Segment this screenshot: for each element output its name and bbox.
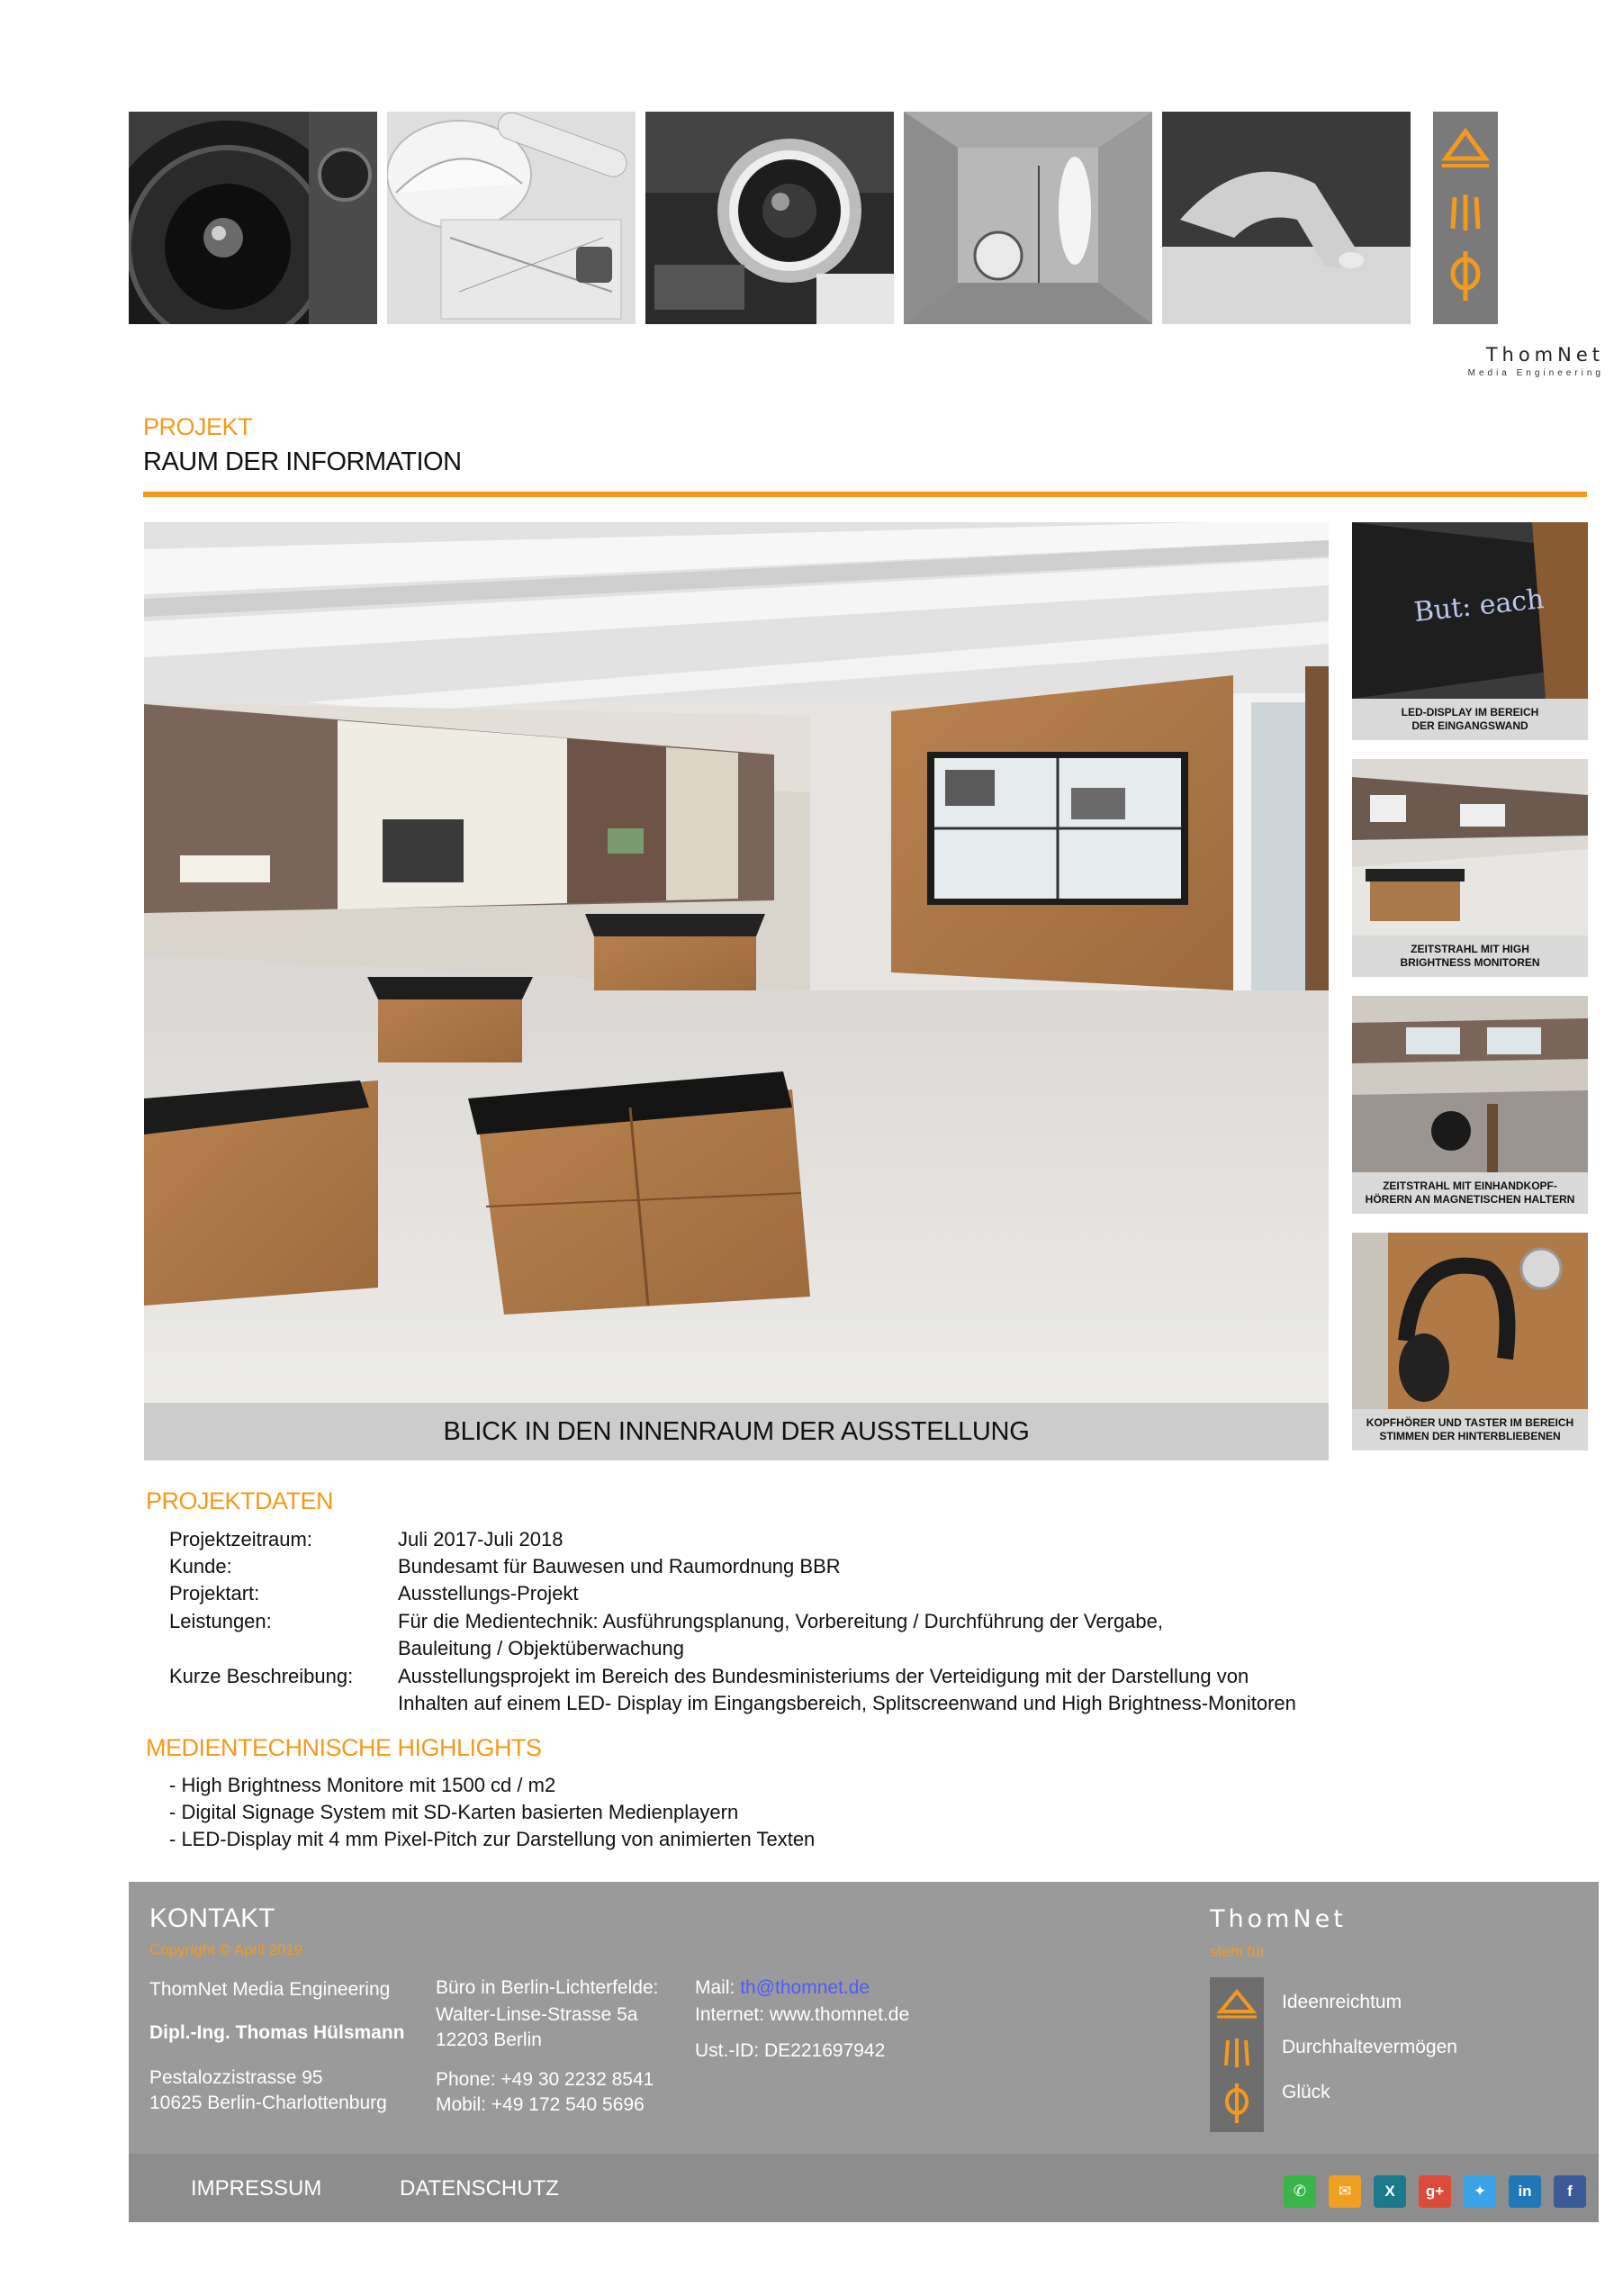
whatsapp-icon[interactable]: ✆ bbox=[1284, 2175, 1316, 2208]
thomnet-logo-tile bbox=[1433, 112, 1498, 324]
side-caption-line: KOPFHÖRER UND TASTER IM BEREICH bbox=[1366, 1416, 1574, 1429]
office-label: Büro in Berlin-Lichterfelde: bbox=[436, 1977, 659, 1998]
side-caption-line: HÖRERN AN MAGNETISCHEN HALTERN bbox=[1365, 1193, 1575, 1206]
headphone-holders-photo bbox=[1352, 996, 1588, 1172]
project-title: RAUM DER INFORMATION bbox=[143, 447, 462, 476]
pd-label: Leistungen: bbox=[169, 1610, 272, 1632]
highlights-heading: MEDIENTECHNISCHE HIGHLIGHTS bbox=[146, 1734, 542, 1761]
twitter-icon[interactable]: ✦ bbox=[1464, 2175, 1496, 2208]
linkedin-icon[interactable]: in bbox=[1509, 2175, 1541, 2208]
internet-link[interactable]: Internet: www.thomnet.de bbox=[695, 2004, 910, 2025]
company-name: ThomNet Media Engineering bbox=[149, 1979, 391, 2000]
exhibition-main-photo bbox=[144, 522, 1329, 1403]
brand-subtitle: Media Engineering bbox=[1467, 368, 1604, 378]
footer-brand-name: ThomNet bbox=[1210, 1905, 1347, 1933]
led-display-text: But: each bbox=[1412, 583, 1546, 628]
side-caption-headphones bbox=[1352, 1172, 1588, 1214]
facebook-icon[interactable]: f bbox=[1554, 2175, 1586, 2208]
brand-name: ThomNet bbox=[1485, 344, 1604, 366]
side-caption-button bbox=[1352, 1409, 1588, 1451]
person-name: Dipl.-Ing. Thomas Hülsmann bbox=[149, 2022, 405, 2043]
highlight-item: - LED-Display mit 4 mm Pixel-Pitch zur Darstellung von animierten Texten bbox=[169, 1828, 816, 1850]
impressum-link[interactable]: IMPRESSUM bbox=[191, 2176, 322, 2201]
office-city: 12203 Berlin bbox=[436, 2029, 542, 2050]
pd-label: Kurze Beschreibung: bbox=[169, 1665, 354, 1687]
value-glueck: Glück bbox=[1282, 2082, 1330, 2102]
stands-for: steht für bbox=[1210, 1943, 1266, 1960]
timeline-monitors-photo bbox=[1352, 759, 1588, 936]
xing-icon[interactable]: X bbox=[1374, 2175, 1406, 2208]
kontakt-heading: KONTAKT bbox=[149, 1903, 275, 1933]
side-caption-line: ZEITSTRAHL MIT HIGH bbox=[1411, 943, 1529, 955]
mobile-number: Mobil: +49 172 540 5696 bbox=[436, 2094, 645, 2115]
pd-value: Juli 2017-Juli 2018 bbox=[398, 1528, 564, 1550]
room-photo bbox=[904, 112, 1152, 324]
pd-value: Ausstellungs-Projekt bbox=[398, 1582, 579, 1604]
side-caption-line: DER EINGANGSWAND bbox=[1411, 719, 1528, 732]
side-caption-line: ZEITSTRAHL MIT EINHANDKOPF- bbox=[1383, 1180, 1557, 1192]
ust-id: Ust.-ID: DE221697942 bbox=[695, 2040, 886, 2061]
mail-icon[interactable]: ✉ bbox=[1329, 2175, 1361, 2208]
office-street: Walter-Linse-Strasse 5a bbox=[436, 2004, 638, 2025]
pd-value: Für die Medientechnik: Ausführungsplanung, Vorbereitung / Durchführung der Vergabe, bbox=[398, 1610, 1163, 1632]
blueprints-photo bbox=[387, 112, 636, 324]
datenschutz-link[interactable]: DATENSCHUTZ bbox=[400, 2176, 559, 2201]
mail-link[interactable]: th@thomnet.de bbox=[740, 1977, 870, 1998]
highlight-item: - Digital Signage System mit SD-Karten basierten Medienplayern bbox=[169, 1801, 739, 1823]
phone-number: Phone: +49 30 2232 8541 bbox=[436, 2069, 654, 2090]
footer-logo bbox=[1210, 1977, 1264, 2132]
copyright: Copyright © April 2019 bbox=[149, 1941, 303, 1958]
pd-value: Inhalten auf einem LED- Display im Eingangsbereich, Splitscreenwand und High Brightness-Monitoren bbox=[398, 1692, 1296, 1714]
pd-value: Bundesamt für Bauwesen und Raumordnung BBR bbox=[398, 1555, 841, 1577]
google-plus-icon[interactable]: g+ bbox=[1419, 2175, 1451, 2208]
side-caption-line: BRIGHTNESS MONITOREN bbox=[1400, 956, 1540, 969]
pd-label: Kunde: bbox=[169, 1555, 232, 1577]
side-caption-line: LED-DISPLAY IM BEREICH bbox=[1401, 706, 1539, 719]
mail-line bbox=[695, 1977, 870, 1999]
led-display-photo bbox=[1352, 522, 1588, 699]
value-ideenreichtum: Ideenreichtum bbox=[1282, 1992, 1402, 2012]
pd-value: Ausstellungsprojekt im Bereich des Bundesministeriums der Verteidigung mit der Darstellung von bbox=[398, 1665, 1249, 1687]
address-street: Pestalozzistrasse 95 bbox=[149, 2067, 323, 2088]
address-city: 10625 Berlin-Charlottenburg bbox=[149, 2093, 387, 2113]
pd-label: Projektart: bbox=[169, 1582, 260, 1604]
mail-label: Mail: bbox=[695, 1977, 741, 1998]
pd-value: Bauleitung / Objektüberwachung bbox=[398, 1637, 684, 1659]
touch-photo bbox=[1162, 112, 1411, 324]
side-caption-line: STIMMEN DER HINTERBLIEBENEN bbox=[1379, 1430, 1561, 1442]
projector-photo bbox=[645, 112, 894, 324]
side-caption-led bbox=[1352, 699, 1588, 740]
value-durchhaltevermoegen: Durchhaltevermögen bbox=[1282, 2037, 1457, 2057]
speaker-photo bbox=[129, 112, 377, 324]
projektdaten-heading: PROJEKTDATEN bbox=[146, 1487, 334, 1514]
project-label: PROJEKT bbox=[143, 413, 253, 440]
orange-divider bbox=[143, 492, 1587, 497]
side-caption-timeline bbox=[1352, 936, 1588, 977]
pd-label: Projektzeitraum: bbox=[169, 1528, 312, 1550]
highlight-item: - High Brightness Monitore mit 1500 cd / m2 bbox=[169, 1774, 556, 1796]
main-photo-caption: BLICK IN DEN INNENRAUM DER AUSSTELLUNG bbox=[144, 1403, 1329, 1460]
brand-block bbox=[1433, 344, 1604, 378]
headphone-button-photo bbox=[1352, 1233, 1588, 1409]
